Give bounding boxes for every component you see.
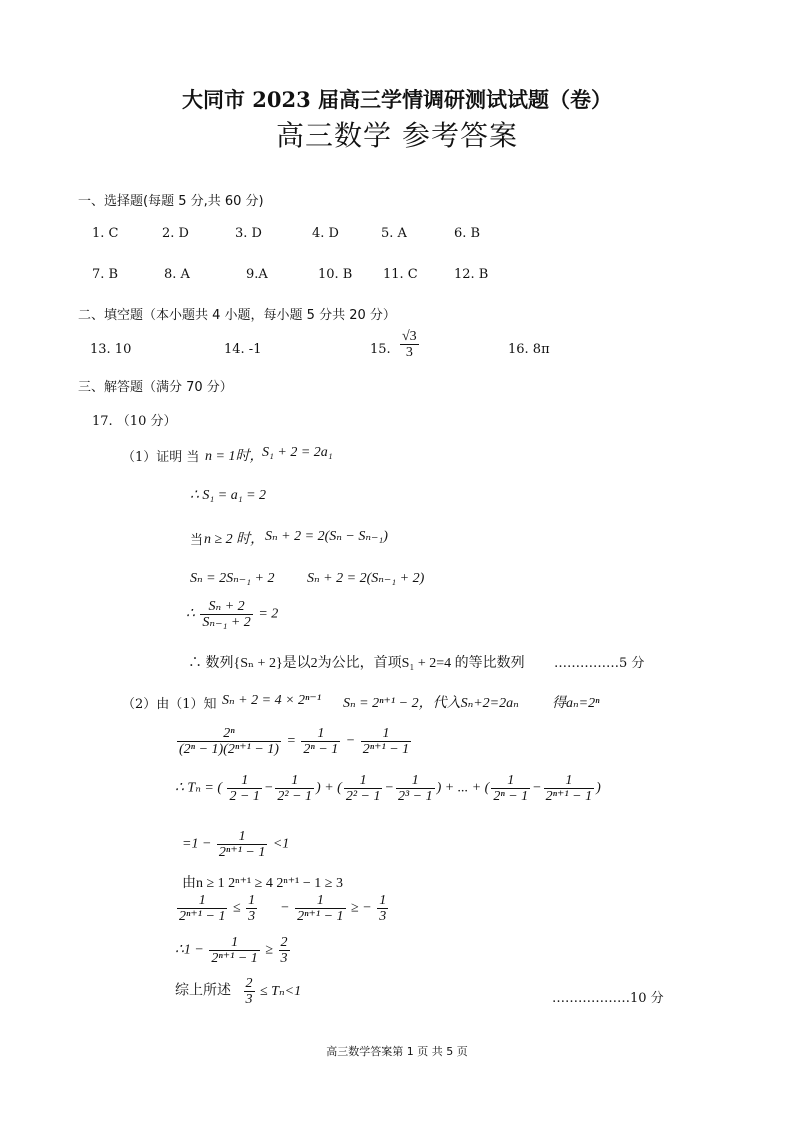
ratio-numerator: Sₙ + 2 — [208, 599, 245, 614]
conclusion-text: 综上所述 — [175, 983, 231, 999]
inequality-line — [175, 893, 390, 924]
part2-sn-closed: Sₙ = 2ⁿ⁺¹ − 2，代入Sₙ+2=2aₙ — [343, 696, 519, 711]
answer-15-label: 15. — [370, 342, 391, 357]
tn-b-num: 1 — [291, 773, 299, 788]
tn-c-num: 1 — [359, 773, 367, 788]
ineq2-sign: ≥ − — [351, 900, 372, 916]
section3-title: 三、解答题（满分 70 分） — [78, 380, 233, 395]
lb-den: 2ⁿ⁺¹ − 1 — [211, 951, 258, 966]
exam-title: 大同市 2023 届高三学情调研测试试题（卷） — [181, 87, 613, 112]
answer-7: 7. B — [92, 267, 119, 282]
tn-b-den: 2² − 1 — [277, 789, 313, 804]
tn-prefix: ∴ Tₙ = ( — [175, 780, 222, 796]
tn-e-den: 2ⁿ − 1 — [493, 789, 529, 804]
answer-8: 8. A — [164, 267, 190, 282]
pf-term2-denominator: 2ⁿ⁺¹ − 1 — [362, 742, 410, 757]
part2-label: （2）由（1）知 — [122, 697, 217, 712]
answer-15-denominator: 3 — [400, 344, 419, 360]
pf-term1-numerator: 1 — [317, 726, 325, 741]
ineq2-prefix: − — [280, 900, 290, 916]
ineq1-sign: ≤ — [232, 900, 241, 916]
answer-15-fraction — [398, 329, 421, 360]
tn-result — [182, 829, 289, 860]
recurrence-equation: Sₙ + 2 = 2(Sₙ − Sₙ₋₁) — [265, 529, 388, 544]
pf-term2-numerator: 1 — [382, 726, 390, 741]
question-17-header: 17. （10 分） — [92, 414, 177, 429]
conclusion-line — [175, 976, 301, 1007]
answer-10: 10. B — [318, 267, 353, 282]
answer-2: 2. D — [162, 226, 189, 241]
answer-14: 14. -1 — [224, 342, 262, 357]
geometric-sequence-conclusion: ∴ 数列{Sₙ + 2}是以2为公比，首项S₁ + 2=4 的等比数列 — [188, 656, 525, 671]
section1-title: 一、选择题(每题 5 分,共 60 分) — [78, 194, 264, 209]
answer-9: 9.A — [246, 267, 268, 282]
pf-minus: − — [345, 733, 356, 749]
n-ge-2-condition: n ≥ 2 时， — [204, 532, 265, 547]
ratio-value: = 2 — [258, 606, 279, 622]
n-condition-line: 由n ≥ 1 2ⁿ⁺¹ ≥ 4 2ⁿ⁺¹ − 1 ≥ 3 — [182, 876, 343, 891]
ineq2-num: 1 — [316, 893, 324, 908]
score-5: ……………5 分 — [554, 656, 645, 671]
ratio-line — [186, 599, 278, 630]
ineq2-r-den: 3 — [379, 909, 387, 924]
ineq2-r-num: 1 — [379, 893, 387, 908]
pf-denominator: (2ⁿ − 1)(2ⁿ⁺¹ − 1) — [179, 742, 279, 757]
answer-12: 12. B — [454, 267, 489, 282]
part2-sn-formula: Sₙ + 2 = 4 × 2ⁿ⁻¹ — [222, 693, 322, 708]
sn-relation-2: Sₙ + 2 = 2(Sₙ₋₁ + 2) — [307, 571, 425, 586]
tn-f-num: 1 — [565, 773, 573, 788]
ineq2-den: 2ⁿ⁺¹ − 1 — [297, 909, 344, 924]
tn-a-den: 2 − 1 — [229, 789, 260, 804]
answer-13: 13. 10 — [90, 342, 132, 357]
conclusion-num: 2 — [245, 976, 253, 991]
lower-bound-line — [175, 935, 292, 966]
part2-an-formula: 得aₙ=2ⁿ — [552, 696, 600, 711]
ineq1-r-num: 1 — [248, 893, 256, 908]
pf-term1-denominator: 2ⁿ − 1 — [303, 742, 339, 757]
pf-numerator: 2ⁿ — [223, 726, 235, 741]
ratio-denominator: Sₙ₋₁ + 2 — [202, 615, 251, 630]
conclusion-bound: ≤ Tₙ<1 — [260, 983, 302, 999]
answer-1: 1. C — [92, 226, 119, 241]
tn-f-den: 2ⁿ⁺¹ − 1 — [545, 789, 593, 804]
tn-result-prefix: =1 − — [182, 836, 212, 852]
answer-11: 11. C — [383, 267, 418, 282]
section2-title: 二、填空题（本小题共 4 小题，每小题 5 分共 20 分） — [78, 308, 396, 323]
s1-equals-2: ∴ S₁ = a₁ = 2 — [190, 488, 267, 503]
tn-telescoping-sum: ∴ Tₙ = ( $\frac{1}{2 - 1}$ − $\frac{1}{\text{2² − 1}}$ ) + ( $\frac{1}{\text{2² − 1}}$ − $\frac{1}{\text{2³ − 1}}$ ) + ... + ( $\frac{1}{\text{2ⁿ − 1}}$ − $\frac{1}{\text{2ⁿ⁺¹ − 1}}$ ) — [175, 773, 601, 804]
answer-5: 5. A — [381, 226, 407, 241]
answer-15-numerator: √3 — [402, 329, 417, 344]
tn-result-den: 2ⁿ⁺¹ − 1 — [218, 845, 266, 860]
lb-r-num: 2 — [280, 935, 288, 950]
partial-fraction-identity — [175, 726, 413, 757]
ineq1-num: 1 — [198, 893, 206, 908]
tn-d-num: 1 — [411, 773, 419, 788]
sn-relation-1: Sₙ = 2Sₙ₋₁ + 2 — [190, 571, 275, 586]
lb-prefix: ∴1 − — [175, 942, 204, 958]
when-text: 当 — [190, 533, 204, 548]
tn-a-num: 1 — [241, 773, 249, 788]
answer-4: 4. D — [312, 226, 339, 241]
pf-equals: = — [286, 733, 296, 749]
part1-condition: n = 1时， — [205, 449, 264, 464]
therefore-symbol: ∴ — [186, 606, 195, 622]
part1-label: （1）证明 当 — [122, 450, 200, 465]
conclusion-den: 3 — [245, 992, 253, 1007]
ineq1-den: 2ⁿ⁺¹ − 1 — [179, 909, 226, 924]
score-10: ………………10 分 — [552, 991, 664, 1006]
answer-6: 6. B — [454, 226, 481, 241]
answer-key-title: 高三数学 参考答案 — [276, 119, 518, 152]
tn-result-suffix: <1 — [272, 836, 290, 852]
page-footer: 高三数学答案第 1 页 共 5 页 — [326, 1045, 468, 1058]
answer-3: 3. D — [235, 226, 262, 241]
tn-c-den: 2² − 1 — [345, 789, 381, 804]
tn-d-den: 2³ − 1 — [397, 789, 433, 804]
lb-r-den: 3 — [280, 951, 288, 966]
lb-sign: ≥ — [265, 942, 273, 958]
ineq1-r-den: 3 — [248, 909, 256, 924]
tn-result-num: 1 — [238, 829, 246, 844]
part1-equation: S₁ + 2 = 2a₁ — [262, 445, 333, 460]
lb-num: 1 — [231, 935, 239, 950]
answer-16: 16. 8π — [508, 342, 550, 357]
tn-e-num: 1 — [507, 773, 515, 788]
